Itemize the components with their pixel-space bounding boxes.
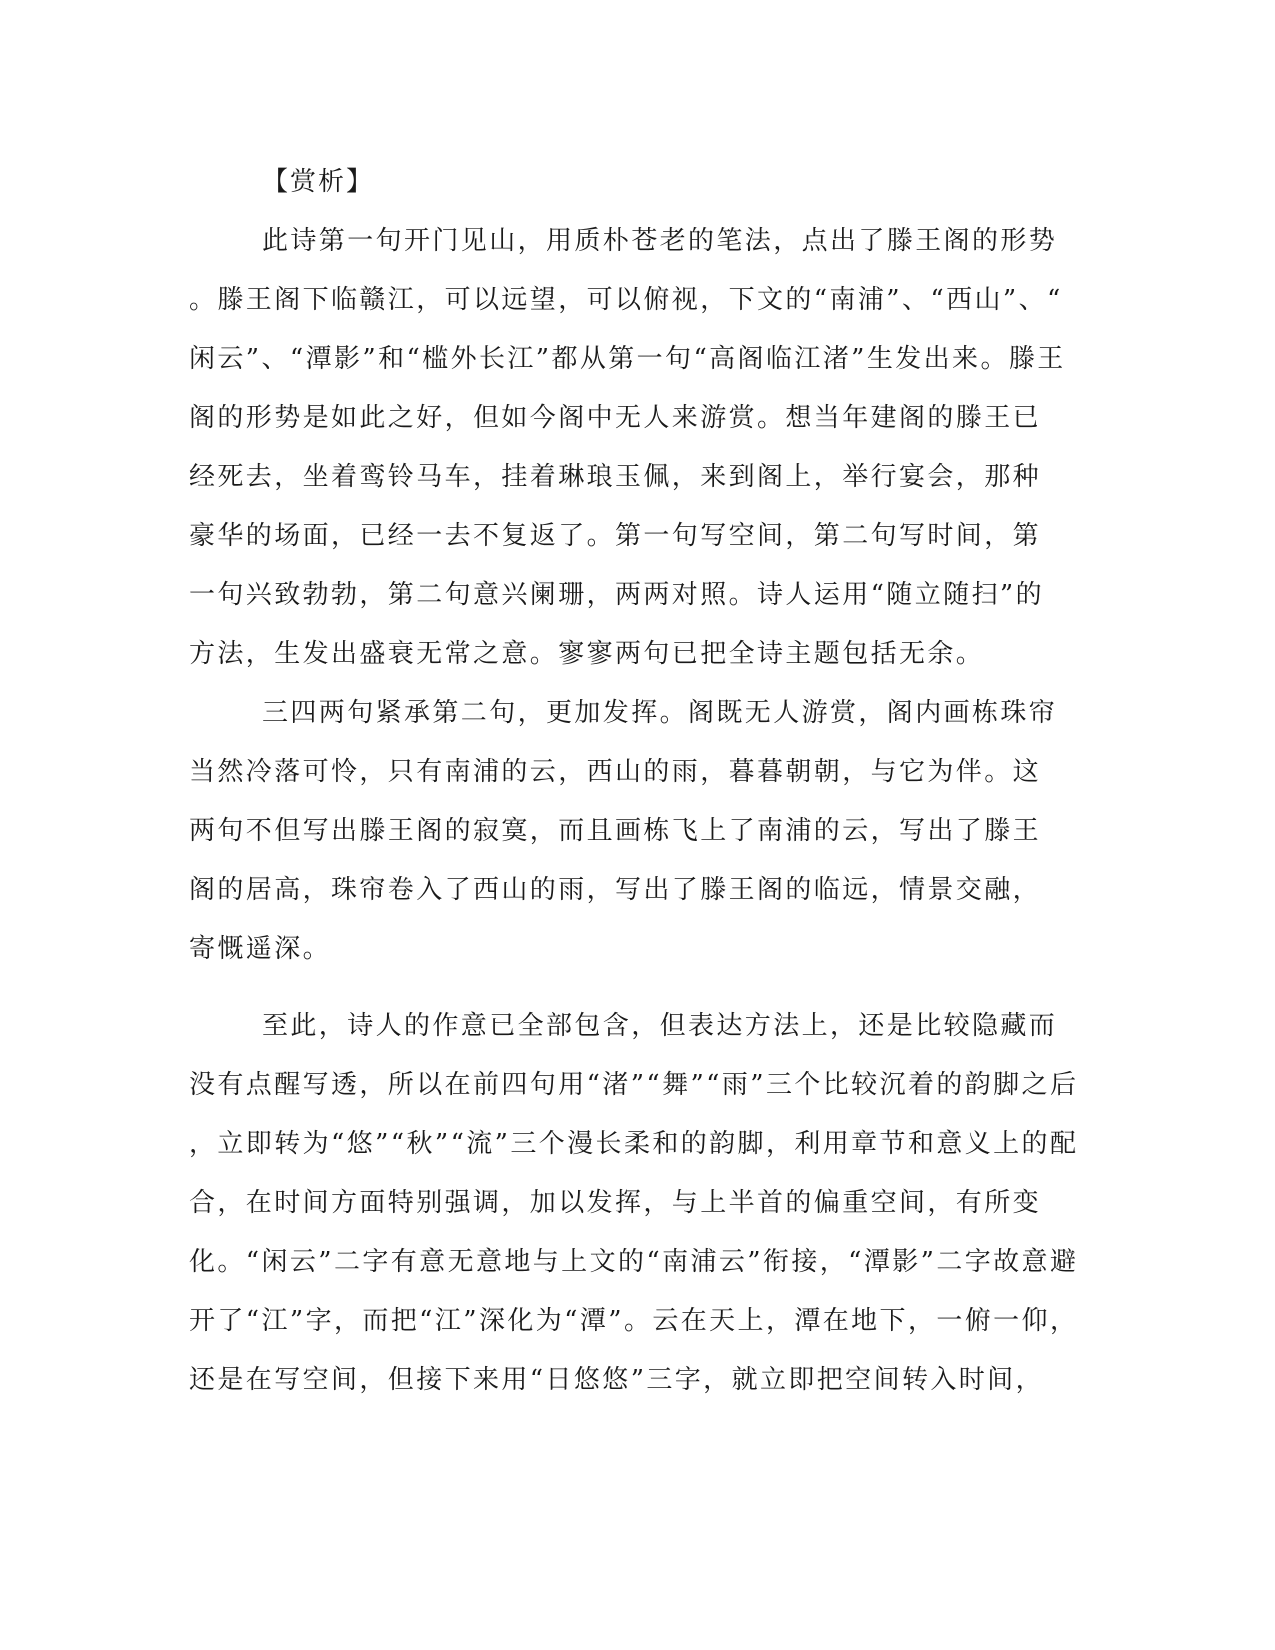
text-line: 至此，诗人的作意已全部包含，但表达方法上，还是比较隐藏而: [262, 1011, 1058, 1041]
text-line: 方法，生发出盛衰无常之意。寥寥两句已把全诗主题包括无余。: [189, 639, 985, 669]
text-line: 三四两句紧承第二句，更加发挥。阁既无人游赏，阁内画栋珠帘: [262, 698, 1058, 728]
text-line: 此诗第一句开门见山，用质朴苍老的笔法，点出了滕王阁的形势: [262, 226, 1058, 256]
text-line: 合，在时间方面特别强调，加以发挥，与上半首的偏重空间，有所变: [189, 1188, 1042, 1218]
text-line: 化。“闲云”二字有意无意地与上文的“南浦云”衔接，“潭影”二字故意避: [189, 1247, 1079, 1277]
text-line: 豪华的场面，已经一去不复返了。第一句写空间，第二句写时间，第: [189, 521, 1042, 551]
text-line: 还是在写空间，但接下来用“日悠悠”三字，就立即把空间转入时间，: [189, 1365, 1044, 1395]
text-line: 闲云”、“潭影”和“槛外长江”都从第一句“高阁临江渚”生发出来。滕王: [189, 344, 1066, 374]
text-line: 一句兴致勃勃，第二句意兴阑珊，两两对照。诗人运用“随立随扫”的: [189, 580, 1044, 610]
text-line: 两句不但写出滕王阁的寂寞，而且画栋飞上了南浦的云，写出了滕王: [189, 816, 1042, 846]
text-line: 阁的形势是如此之好，但如今阁中无人来游赏。想当年建阁的滕王已: [189, 403, 1042, 433]
section-heading: 【赏析】: [262, 167, 375, 197]
text-line: 当然冷落可怜，只有南浦的云，西山的雨，暮暮朝朝，与它为伴。这: [189, 757, 1042, 787]
text-line: 。滕王阁下临赣江，可以远望，可以俯视，下文的“南浦”、“西山”、“: [189, 285, 1063, 315]
text-line: 没有点醒写透，所以在前四句用“渚”“舞”“雨”三个比较沉着的韵脚之后: [189, 1070, 1079, 1100]
text-line: 经死去，坐着鸾铃马车，挂着琳琅玉佩，来到阁上，举行宴会，那种: [189, 462, 1042, 492]
text-line: 阁的居高，珠帘卷入了西山的雨，写出了滕王阁的临远，情景交融，: [189, 875, 1042, 905]
text-line: 寄慨遥深。: [189, 934, 332, 964]
text-line: 开了“江”字，而把“江”深化为“潭”。云在天上，潭在地下，一俯一仰，: [189, 1306, 1079, 1336]
text-line: ，立即转为“悠”“秋”“流”三个漫长柔和的韵脚，利用章节和意义上的配: [189, 1129, 1079, 1159]
